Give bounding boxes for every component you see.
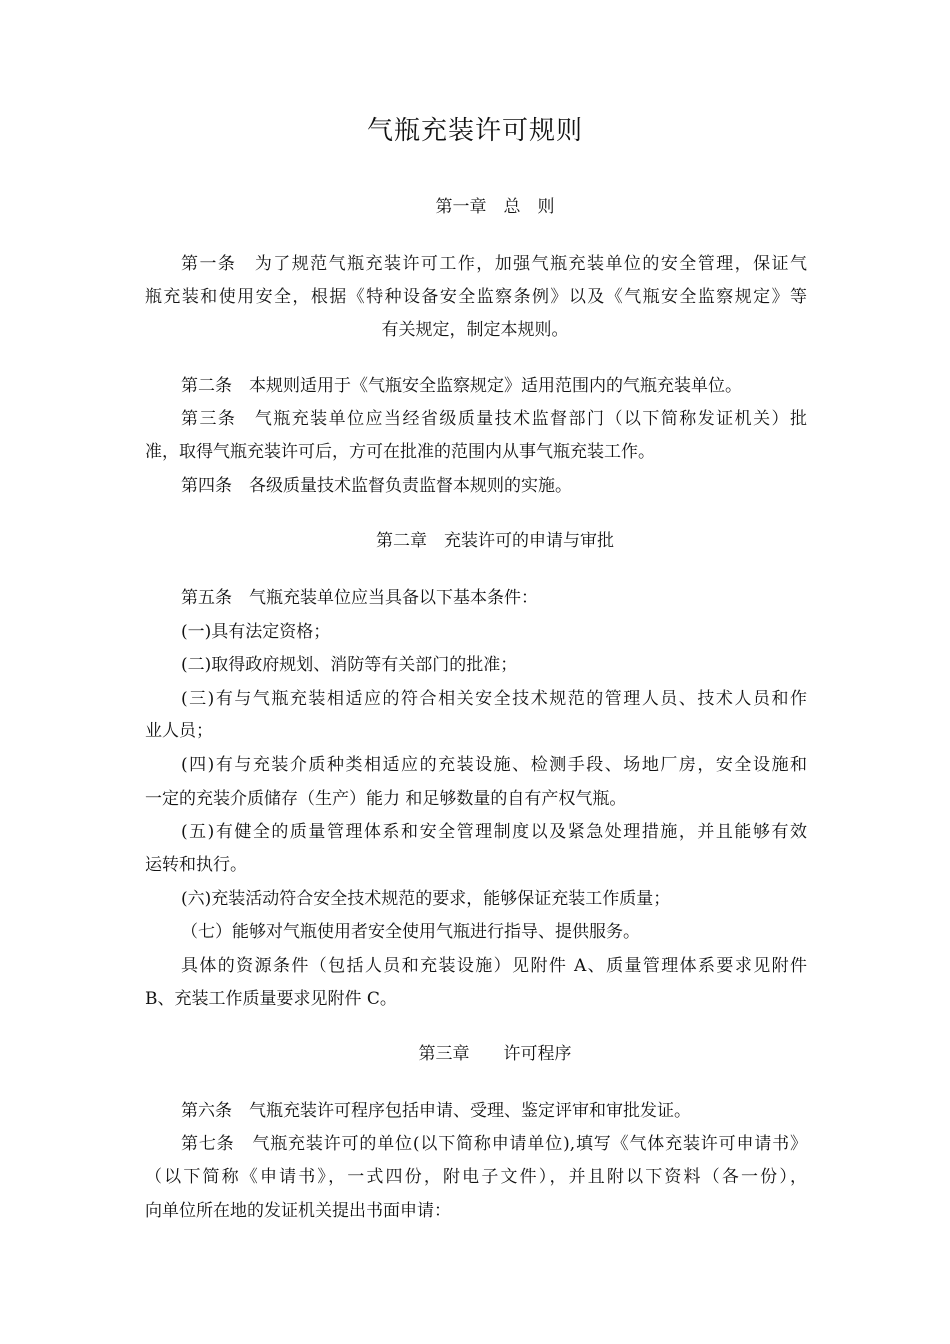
item-1: (一)具有法定资格；: [181, 622, 331, 642]
item-4-line-1: (四)有与充装介质种类相适应的充装设施、检测手段、场地厂房，安全设施和: [181, 755, 807, 775]
article-1-line-3: 有关规定，制定本规则。: [381, 320, 569, 340]
item-6: (六)充装活动符合安全技术规范的要求，能够保证充装工作质量；: [181, 889, 671, 909]
chapter-3-heading: 第三章 许可程序: [418, 1044, 572, 1064]
item-3-line-1: (三)有与气瓶充装相适应的符合相关安全技术规范的管理人员、技术人员和作: [181, 689, 807, 709]
item-5-line-2: 运转和执行。: [145, 855, 247, 875]
article-7-line-2: （以下简称《申请书》，一式四份，附电子文件），并且附以下资料（各一份），: [145, 1167, 807, 1187]
chapter-2-heading: 第二章 充装许可的申请与审批: [376, 531, 614, 551]
item-5-line-1: (五)有健全的质量管理体系和安全管理制度以及紧急处理措施，并且能够有效: [181, 822, 807, 842]
article-4: 第四条 各级质量技术监督负责监督本规则的实施。: [181, 476, 572, 496]
resource-conditions-line-2: B、充装工作质量要求见附件 C。: [145, 989, 397, 1009]
article-2: 第二条 本规则适用于《气瓶安全监察规定》适用范围内的气瓶充装单位。: [181, 376, 742, 396]
chapter-1-heading: 第一章 总 则: [435, 197, 555, 217]
article-7-line-3: 向单位所在地的发证机关提出书面申请：: [145, 1201, 451, 1221]
resource-conditions-line-1: 具体的资源条件（包括人员和充装设施）见附件 A、质量管理体系要求见附件: [181, 956, 807, 976]
item-3-line-2: 业人员；: [145, 721, 213, 741]
article-5: 第五条 气瓶充装单位应当具备以下基本条件：: [181, 588, 538, 608]
item-2: (二)取得政府规划、消防等有关部门的批准；: [181, 655, 518, 675]
article-6: 第六条 气瓶充装许可程序包括申请、受理、鉴定评审和审批发证。: [181, 1101, 691, 1121]
item-7: （七）能够对气瓶使用者安全使用气瓶进行指导、提供服务。: [181, 922, 640, 942]
article-7-line-1: 第七条 气瓶充装许可的单位(以下简称申请单位),填写《气体充装许可申请书》: [181, 1134, 807, 1154]
article-1-line-2: 瓶充装和使用安全，根据《特种设备安全监察条例》以及《气瓶安全监察规定》等: [145, 287, 807, 307]
article-3-line-2: 准，取得气瓶充装许可后，方可在批准的范围内从事气瓶充装工作。: [145, 442, 655, 462]
article-3-line-1: 第三条 气瓶充装单位应当经省级质量技术监督部门（以下简称发证机关）批: [181, 409, 807, 429]
document-title: 气瓶充装许可规则: [366, 116, 583, 146]
article-1-line-1: 第一条 为了规范气瓶充装许可工作，加强气瓶充装单位的安全管理，保证气: [181, 254, 807, 274]
item-4-line-2: 一定的充装介质储存（生产）能力 和足够数量的自有产权气瓶。: [145, 789, 627, 809]
